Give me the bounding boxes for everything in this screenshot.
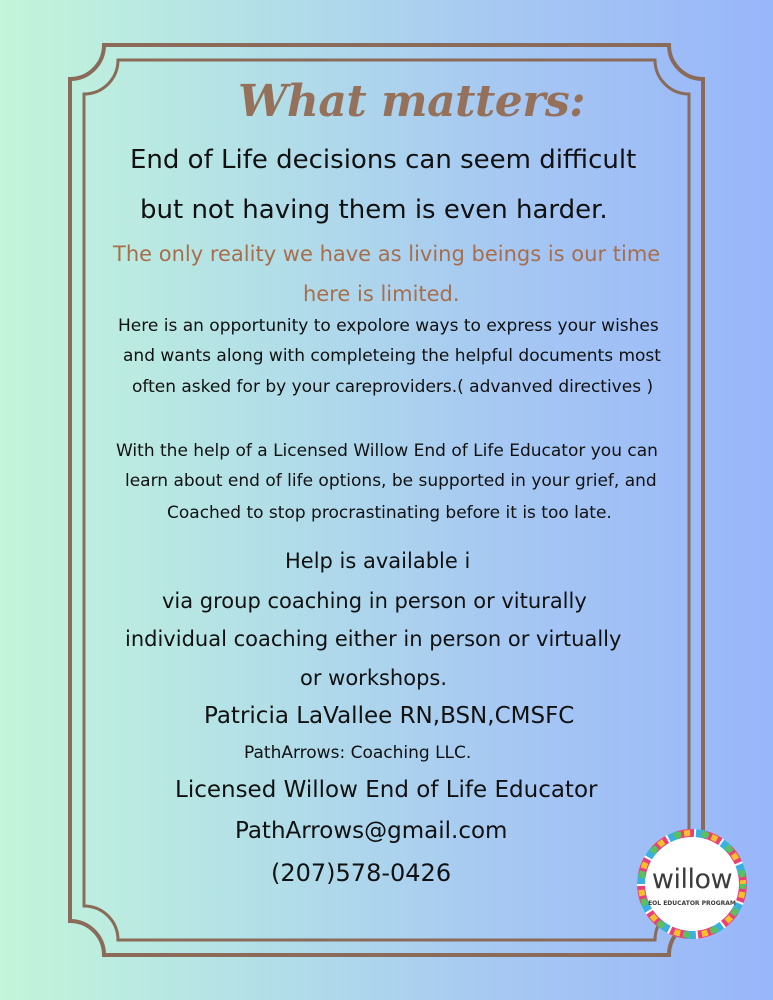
opportunity-line-2: and wants along with completeing the helpful documents most bbox=[123, 346, 661, 366]
contact-email: PathArrows@gmail.com bbox=[235, 818, 508, 844]
contact-name: Patricia LaVallee RN,BSN,CMSFC bbox=[204, 703, 575, 729]
help-line-2: via group coaching in person or viturally bbox=[162, 589, 587, 613]
educator-line-3: Coached to stop procrastinating before it is too late. bbox=[167, 503, 612, 523]
page-title: What matters: bbox=[238, 76, 585, 127]
educator-line-1: With the help of a Licensed Willow End of Life Educator you can bbox=[116, 441, 658, 461]
contact-company: PathArrows: Coaching LLC. bbox=[244, 743, 472, 763]
lead-line-1: End of Life decisions can seem difficult bbox=[130, 145, 637, 175]
lead-line-2: but not having them is even harder. bbox=[140, 195, 608, 225]
contact-phone: (207)578-0426 bbox=[271, 859, 452, 887]
logo-word: willow bbox=[651, 864, 733, 895]
contact-role: Licensed Willow End of Life Educator bbox=[175, 777, 598, 803]
willow-logo bbox=[633, 826, 751, 942]
logo-subtitle: EOL EDUCATOR PROGRAM bbox=[648, 900, 736, 907]
educator-line-2: learn about end of life options, be supported in your grief, and bbox=[125, 471, 657, 491]
help-line-1: Help is available i bbox=[285, 549, 471, 573]
reality-line-2: here is limited. bbox=[303, 282, 460, 306]
help-line-4: or workshops. bbox=[300, 666, 448, 690]
reality-line-1: The only reality we have as living beings is our time bbox=[113, 242, 661, 266]
opportunity-line-1: Here is an opportunity to expolore ways to express your wishes bbox=[118, 316, 659, 336]
opportunity-line-3: often asked for by your careproviders.( advanved directives ) bbox=[132, 377, 654, 397]
help-line-3: individual coaching either in person or virtually bbox=[125, 627, 622, 651]
